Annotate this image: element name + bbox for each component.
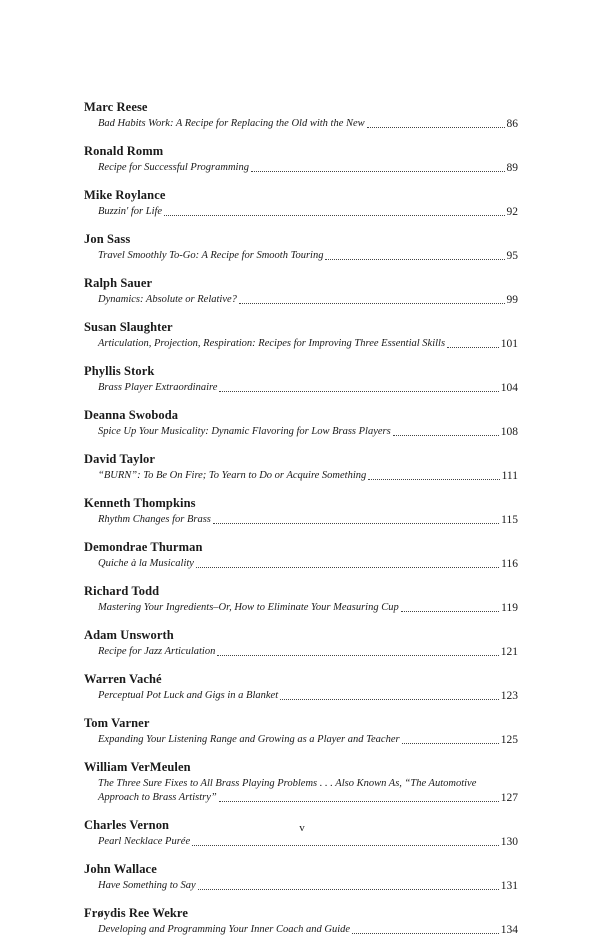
toc-entry xyxy=(84,583,518,615)
dot-leader xyxy=(251,170,505,172)
essay-title: Recipe for Successful Programming xyxy=(98,162,249,173)
toc-entry xyxy=(84,275,518,307)
dot-leader xyxy=(213,522,499,524)
title-block xyxy=(98,777,518,805)
dot-leader xyxy=(217,654,498,656)
page-number: 101 xyxy=(500,338,518,350)
toc-entry xyxy=(84,539,518,571)
essay-title: Brass Player Extraordinaire xyxy=(98,382,218,393)
toc-entry xyxy=(84,187,518,219)
author-name: Adam Unsworth xyxy=(84,628,174,642)
essay-title: Quiche à la Musicality xyxy=(98,558,194,569)
dot-leader xyxy=(401,610,499,612)
dot-leader xyxy=(393,434,499,436)
essay-title: Perceptual Pot Luck and Gigs in a Blanket xyxy=(98,690,279,701)
page-number: 134 xyxy=(500,924,518,936)
toc-entry xyxy=(84,671,518,703)
page-number: 108 xyxy=(500,426,518,438)
author-name: Warren Vaché xyxy=(84,672,162,686)
page-number: 116 xyxy=(501,558,518,570)
toc-entry xyxy=(84,495,518,527)
author-name: Deanna Swoboda xyxy=(84,408,179,422)
title-row xyxy=(84,469,518,483)
page-number: 92 xyxy=(506,206,518,218)
essay-title: Dynamics: Absolute or Relative? xyxy=(98,294,237,305)
author-name: Susan Slaughter xyxy=(84,320,173,334)
page-number: 121 xyxy=(500,646,518,658)
author-name: Phyllis Stork xyxy=(84,364,155,378)
page-number: 123 xyxy=(500,690,518,702)
toc-entry xyxy=(84,363,518,395)
title-row xyxy=(84,293,518,307)
author-name: Ralph Sauer xyxy=(84,276,153,290)
essay-title: Mastering Your Ingredients–Or, How to Eliminate Your Measuring Cup xyxy=(98,602,399,613)
toc-entry xyxy=(84,451,518,483)
title-row xyxy=(84,601,518,615)
title-row xyxy=(84,381,518,395)
essay-title: Bad Habits Work: A Recipe for Replacing the Old with the New xyxy=(98,118,365,129)
essay-title: Pearl Necklace Purée xyxy=(98,836,191,847)
author-name: Richard Todd xyxy=(84,584,160,598)
page-number: 131 xyxy=(500,880,518,892)
title-row xyxy=(84,689,518,703)
essay-title-line-2: Approach to Brass Artistry” xyxy=(98,792,217,803)
dot-leader xyxy=(402,742,499,744)
dot-leader xyxy=(352,932,499,934)
dot-leader xyxy=(192,844,499,846)
essay-title: Travel Smoothly To-Go: A Recipe for Smooth Touring xyxy=(98,250,324,261)
essay-title: Rhythm Changes for Brass xyxy=(98,514,211,525)
essay-title: Articulation, Projection, Respiration: Recipes for Improving Three Essential Skills xyxy=(98,338,446,349)
author-name: William VerMeulen xyxy=(84,760,191,774)
toc-entry xyxy=(84,143,518,175)
author-name: Ronald Romm xyxy=(84,144,164,158)
page-number: 86 xyxy=(506,118,518,130)
toc-entry xyxy=(84,231,518,263)
title-last-line xyxy=(98,791,518,805)
page-number: 111 xyxy=(501,470,518,482)
dot-leader xyxy=(239,302,505,304)
essay-title-line-1: The Three Sure Fixes to All Brass Playing Problems . . . Also Known As, “The Automotive xyxy=(98,778,477,789)
title-row xyxy=(84,879,518,893)
dot-leader xyxy=(164,214,504,216)
dot-leader xyxy=(196,566,499,568)
title-row xyxy=(84,205,518,219)
dot-leader xyxy=(447,346,499,348)
author-name: Charles Vernon xyxy=(84,818,170,832)
page-number: 99 xyxy=(506,294,518,306)
essay-title: Have Something to Say xyxy=(98,880,196,891)
dot-leader xyxy=(280,698,499,700)
page-number: 125 xyxy=(500,734,518,746)
toc-entry xyxy=(84,407,518,439)
toc-entry xyxy=(84,861,518,893)
author-name: David Taylor xyxy=(84,452,156,466)
page-number: 95 xyxy=(506,250,518,262)
toc-entry xyxy=(84,715,518,747)
dot-leader xyxy=(325,258,504,260)
page-number: 130 xyxy=(500,836,518,848)
page-number: 119 xyxy=(501,602,518,614)
dot-leader xyxy=(219,800,499,802)
title-row xyxy=(84,117,518,131)
page-number: 104 xyxy=(500,382,518,394)
author-name: Marc Reese xyxy=(84,100,148,114)
title-row xyxy=(84,645,518,659)
title-row xyxy=(84,425,518,439)
page-folio: v xyxy=(299,822,305,834)
title-row xyxy=(84,513,518,527)
toc-entry xyxy=(84,319,518,351)
toc-entry xyxy=(84,627,518,659)
essay-title: “BURN”: To Be On Fire; To Yearn to Do or Acquire Something xyxy=(98,470,367,481)
author-name: Jon Sass xyxy=(84,232,131,246)
page-number: 115 xyxy=(501,514,518,526)
essay-title: Expanding Your Listening Range and Growing as a Player and Teacher xyxy=(98,734,400,745)
dot-leader xyxy=(219,390,498,392)
title-row xyxy=(84,161,518,175)
essay-title: Recipe for Jazz Articulation xyxy=(98,646,216,657)
title-row xyxy=(84,923,518,937)
author-name: Frøydis Ree Wekre xyxy=(84,906,189,920)
dot-leader xyxy=(368,478,499,480)
toc-entry xyxy=(84,759,518,805)
essay-title: Spice Up Your Musicality: Dynamic Flavoring for Low Brass Players xyxy=(98,426,391,437)
title-row xyxy=(84,777,518,805)
author-name: Kenneth Thompkins xyxy=(84,496,196,510)
author-name: Tom Varner xyxy=(84,716,150,730)
title-row xyxy=(84,337,518,351)
page-number: 127 xyxy=(500,792,518,804)
author-name: Mike Roylance xyxy=(84,188,166,202)
title-row xyxy=(84,835,518,849)
essay-title: Buzzin' for Life xyxy=(98,206,163,217)
title-row xyxy=(84,557,518,571)
title-row xyxy=(84,733,518,747)
toc-entry xyxy=(84,905,518,937)
page-number: 89 xyxy=(506,162,518,174)
title-row xyxy=(84,249,518,263)
essay-title: Developing and Programming Your Inner Coach and Guide xyxy=(98,924,351,935)
dot-leader xyxy=(198,888,499,890)
dot-leader xyxy=(367,126,505,128)
toc-entry xyxy=(84,99,518,131)
author-name: Demondrae Thurman xyxy=(84,540,203,554)
author-name: John Wallace xyxy=(84,862,157,876)
